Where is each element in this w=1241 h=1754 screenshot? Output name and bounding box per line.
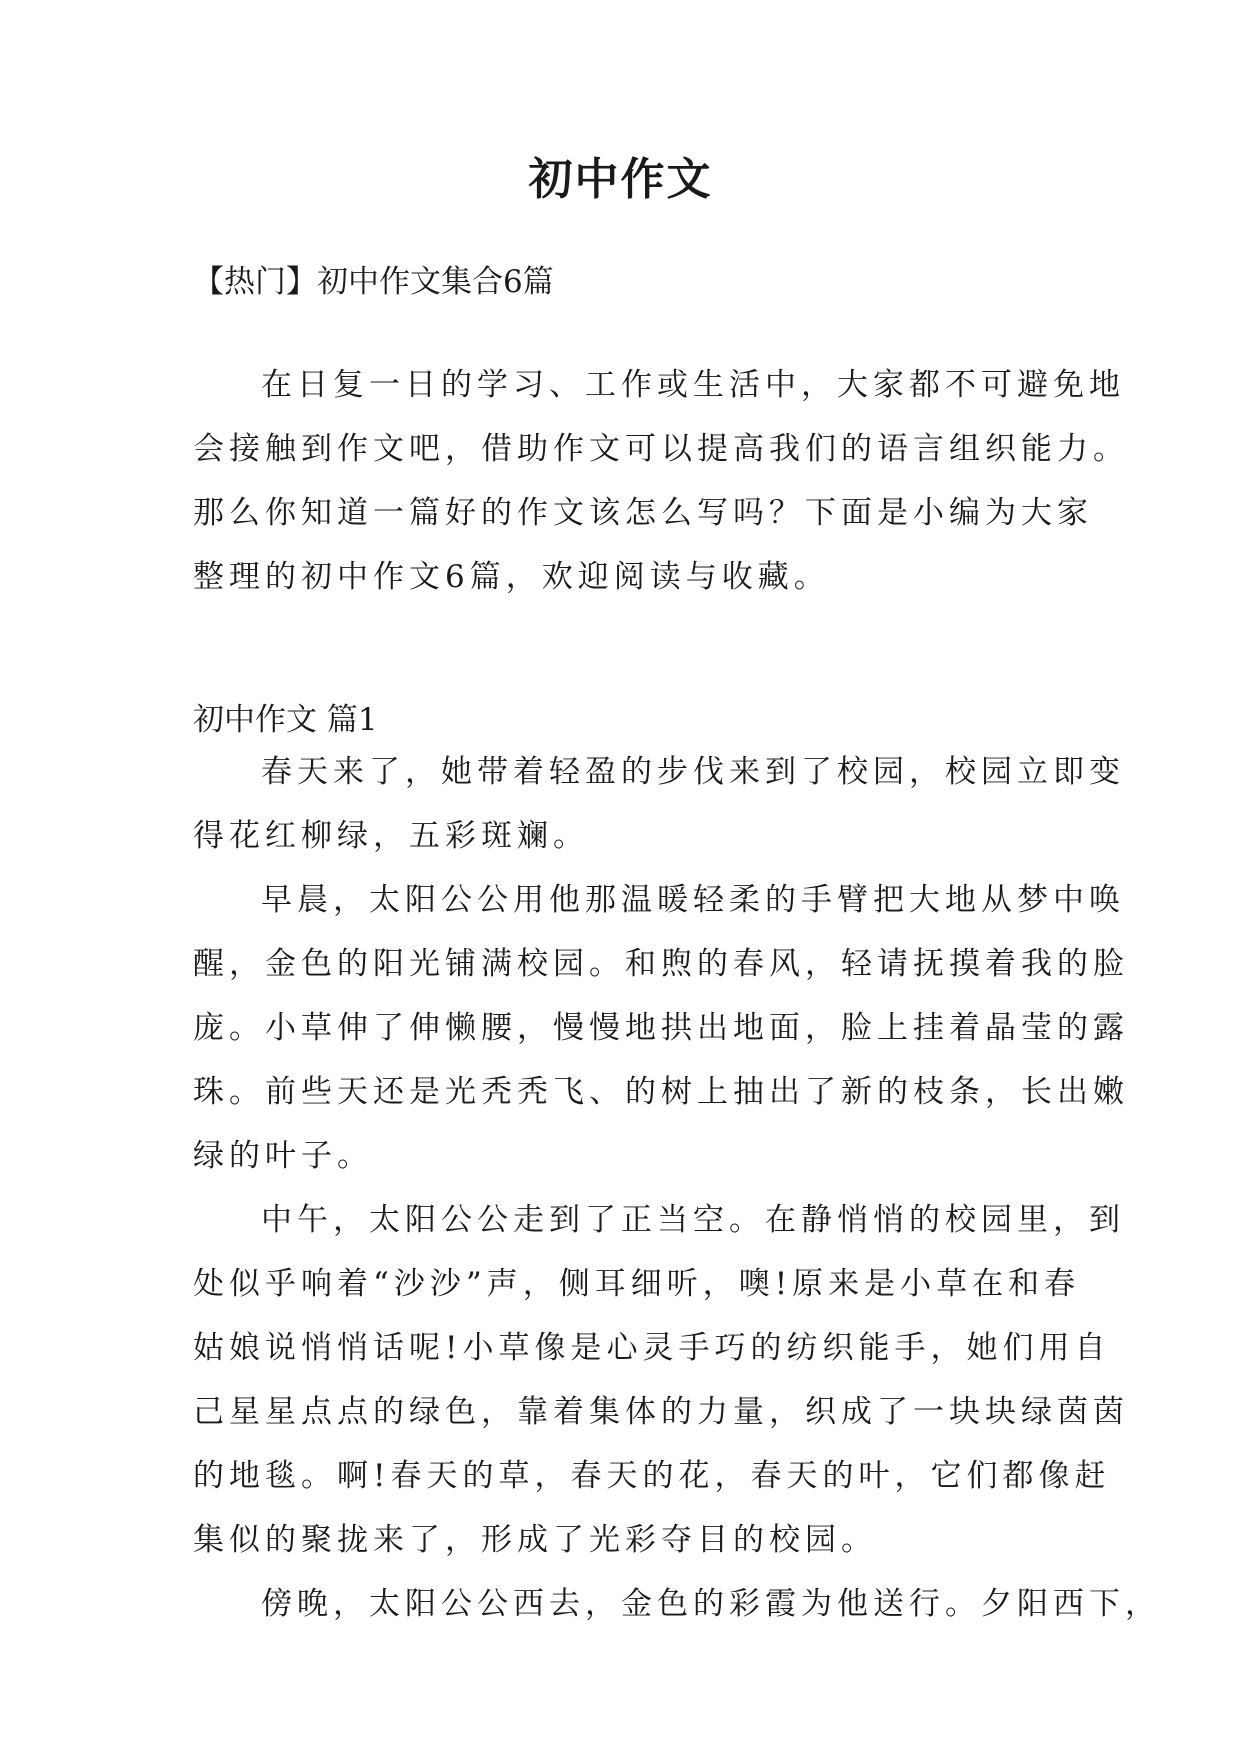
document-title: 初中作文 — [528, 154, 713, 205]
paragraph-line: 早晨，太阳公公用他那温暖轻柔的手臂把大地从梦中唤 — [261, 882, 1125, 918]
paragraph-line: 得花红柳绿，五彩斑斓。 — [193, 818, 589, 854]
intro-paragraph — [193, 353, 1129, 609]
intro-line: 那么你知道一篇好的作文该怎么写吗？下面是小编为大家 — [193, 495, 1093, 531]
paragraph-line: 春天来了，她带着轻盈的步伐来到了校园，校园立即变 — [261, 754, 1125, 790]
paragraph-line: 己星星点点的绿色，靠着集体的力量，织成了一块块绿茵茵 — [193, 1394, 1129, 1430]
paragraph-line: 中午，太阳公公走到了正当空。在静悄悄的校园里，到 — [261, 1202, 1125, 1238]
paragraph-line: 集似的聚拢来了，形成了光彩夺目的校园。 — [193, 1522, 877, 1558]
paragraph-line: 珠。前些天还是光秃秃飞、的树上抽出了新的枝条，长出嫩 — [193, 1074, 1129, 1110]
intro-line: 整理的初中作文6篇，欢迎阅读与收藏。 — [193, 559, 830, 595]
document-subtitle: 【热门】初中作文集合6篇 — [193, 264, 554, 300]
paragraph-line: 庞。小草伸了伸懒腰，慢慢地拱出地面，脸上挂着晶莹的露 — [193, 1010, 1129, 1046]
section-body — [193, 740, 1161, 1636]
paragraph-line: 的地毯。啊!春天的草，春天的花，春天的叶，它们都像赶 — [193, 1458, 1111, 1494]
paragraph-line: 绿的叶子。 — [193, 1138, 373, 1174]
paragraph-line: 处似乎响着“沙沙”声，侧耳细听，噢!原来是小草在和春 — [193, 1266, 1081, 1302]
section-heading: 初中作文 篇1 — [193, 702, 378, 738]
intro-line: 会接触到作文吧，借助作文可以提高我们的语言组织能力。 — [193, 431, 1129, 467]
intro-line: 在日复一日的学习、工作或生活中，大家都不可避免地 — [261, 367, 1125, 403]
paragraph-line: 醒，金色的阳光铺满校园。和煦的春风，轻请抚摸着我的脸 — [193, 946, 1129, 982]
paragraph-line: 姑娘说悄悄话呢!小草像是心灵手巧的纺织能手，她们用自 — [193, 1330, 1111, 1366]
paragraph-line: 傍晚，太阳公公西去，金色的彩霞为他送行。夕阳西下， — [261, 1586, 1161, 1622]
